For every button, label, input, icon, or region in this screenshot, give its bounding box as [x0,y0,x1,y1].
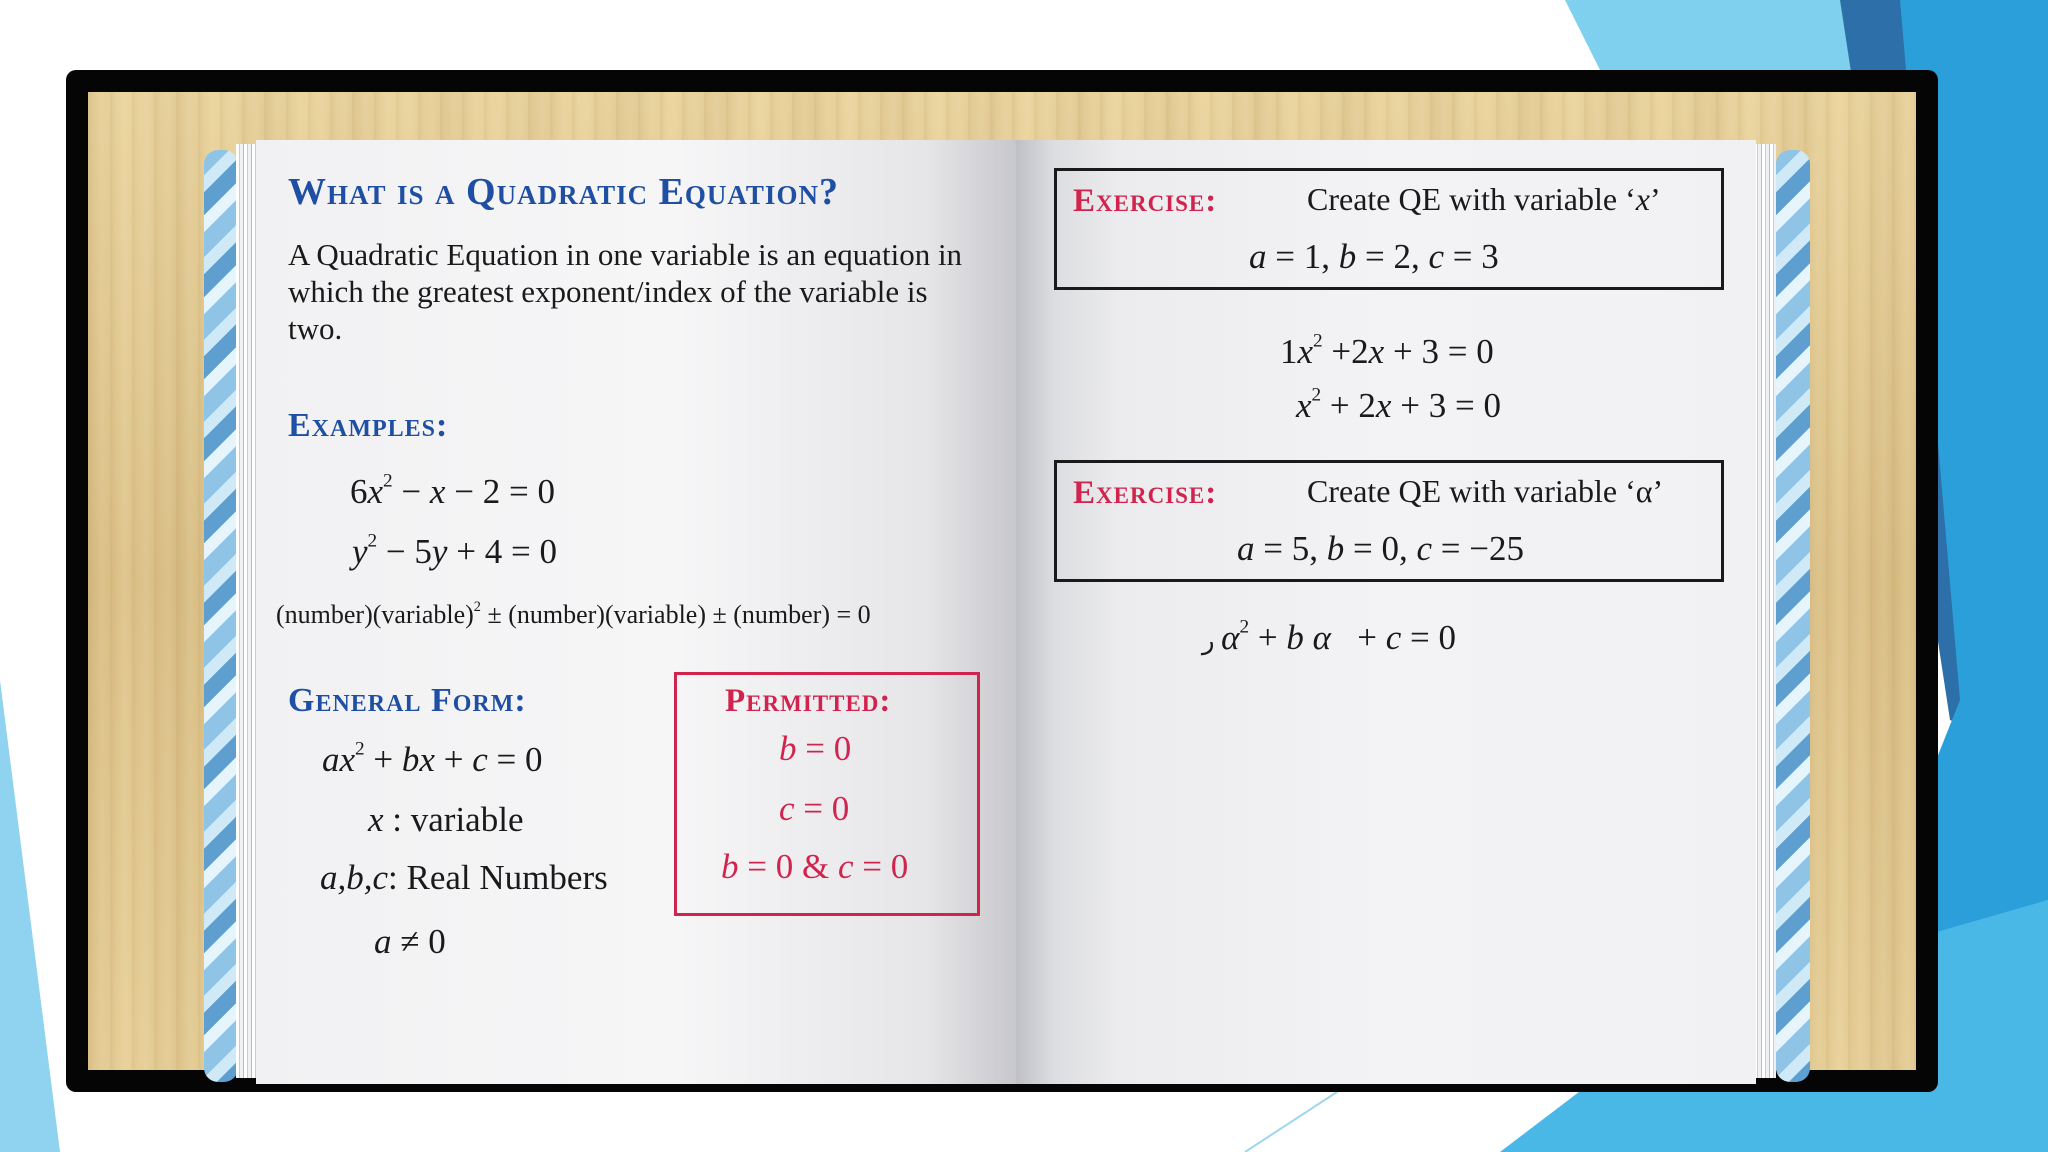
book-cover-edge-right [1776,150,1810,1082]
blue-stripe-bottom-left [0,680,60,1152]
solution-2-equation: ر $\alpha^2 + b$ α + c = 0 [1202,616,1456,657]
right-page [1016,140,1756,1084]
left-page [256,140,1016,1084]
thin-blue-line [1245,1090,1340,1152]
general-pattern: (number)(variable)$^2$ ± (number)(variable) ± (number) = 0 [276,598,871,629]
permitted-b-zero: b = 0 [779,729,852,768]
page-stack-right [1754,144,1776,1078]
solution-1-line-2: $x^2 + 2x + 3 = 0$ [1296,384,1501,425]
examples-heading: Examples: [288,407,449,444]
definition-text: A Quadratic Equation in one variable is an equation in which the greatest exponent/index of the variable is two. [288,237,963,346]
solution-1-line-1: $1x^2 +2x + 3 = 0$ [1280,330,1494,371]
permitted-box [674,672,980,916]
exercise-1-label: Exercise: [1073,183,1218,219]
example-equation-2: $y^2 - 5y + 4 = 0$ [352,530,557,571]
a-nonzero-condition: a ≠ 0 [374,922,446,961]
exercise-1-prompt: Create QE with variable ‘x’ [1307,181,1661,217]
coefficients-definition: a,b,c: Real Numbers [320,858,608,897]
slide-frame [66,70,1938,1092]
open-book [194,130,1812,1072]
exercise-2-label: Exercise: [1073,475,1218,511]
exercise-2-values: a = 5, b = 0, c = −25 [1237,529,1525,568]
variable-definition: x : variable [368,800,524,839]
exercise-box-2 [1054,460,1724,582]
exercise-2-prompt: Create QE with variable ‘α’ [1307,473,1664,509]
wood-background [88,92,1916,1070]
general-form-heading: General Form: [288,682,527,719]
permitted-c-zero: c = 0 [779,789,850,828]
general-form-equation: $ax^2$ + bx + c = 0 [322,738,543,779]
exercise-1-values: a = 1, b = 2, c = 3 [1249,237,1499,276]
permitted-b-and-c-zero: b = 0 & c = 0 [721,847,909,886]
permitted-heading: Permitted: [725,683,892,719]
page-title: What is a Quadratic Equation? [288,171,839,213]
exercise-box-1 [1054,168,1724,290]
example-equation-1: $6x^2 - x - 2 = 0$ [350,470,555,511]
book-cover-edge-left [204,150,238,1082]
page-stack-left [236,144,258,1078]
